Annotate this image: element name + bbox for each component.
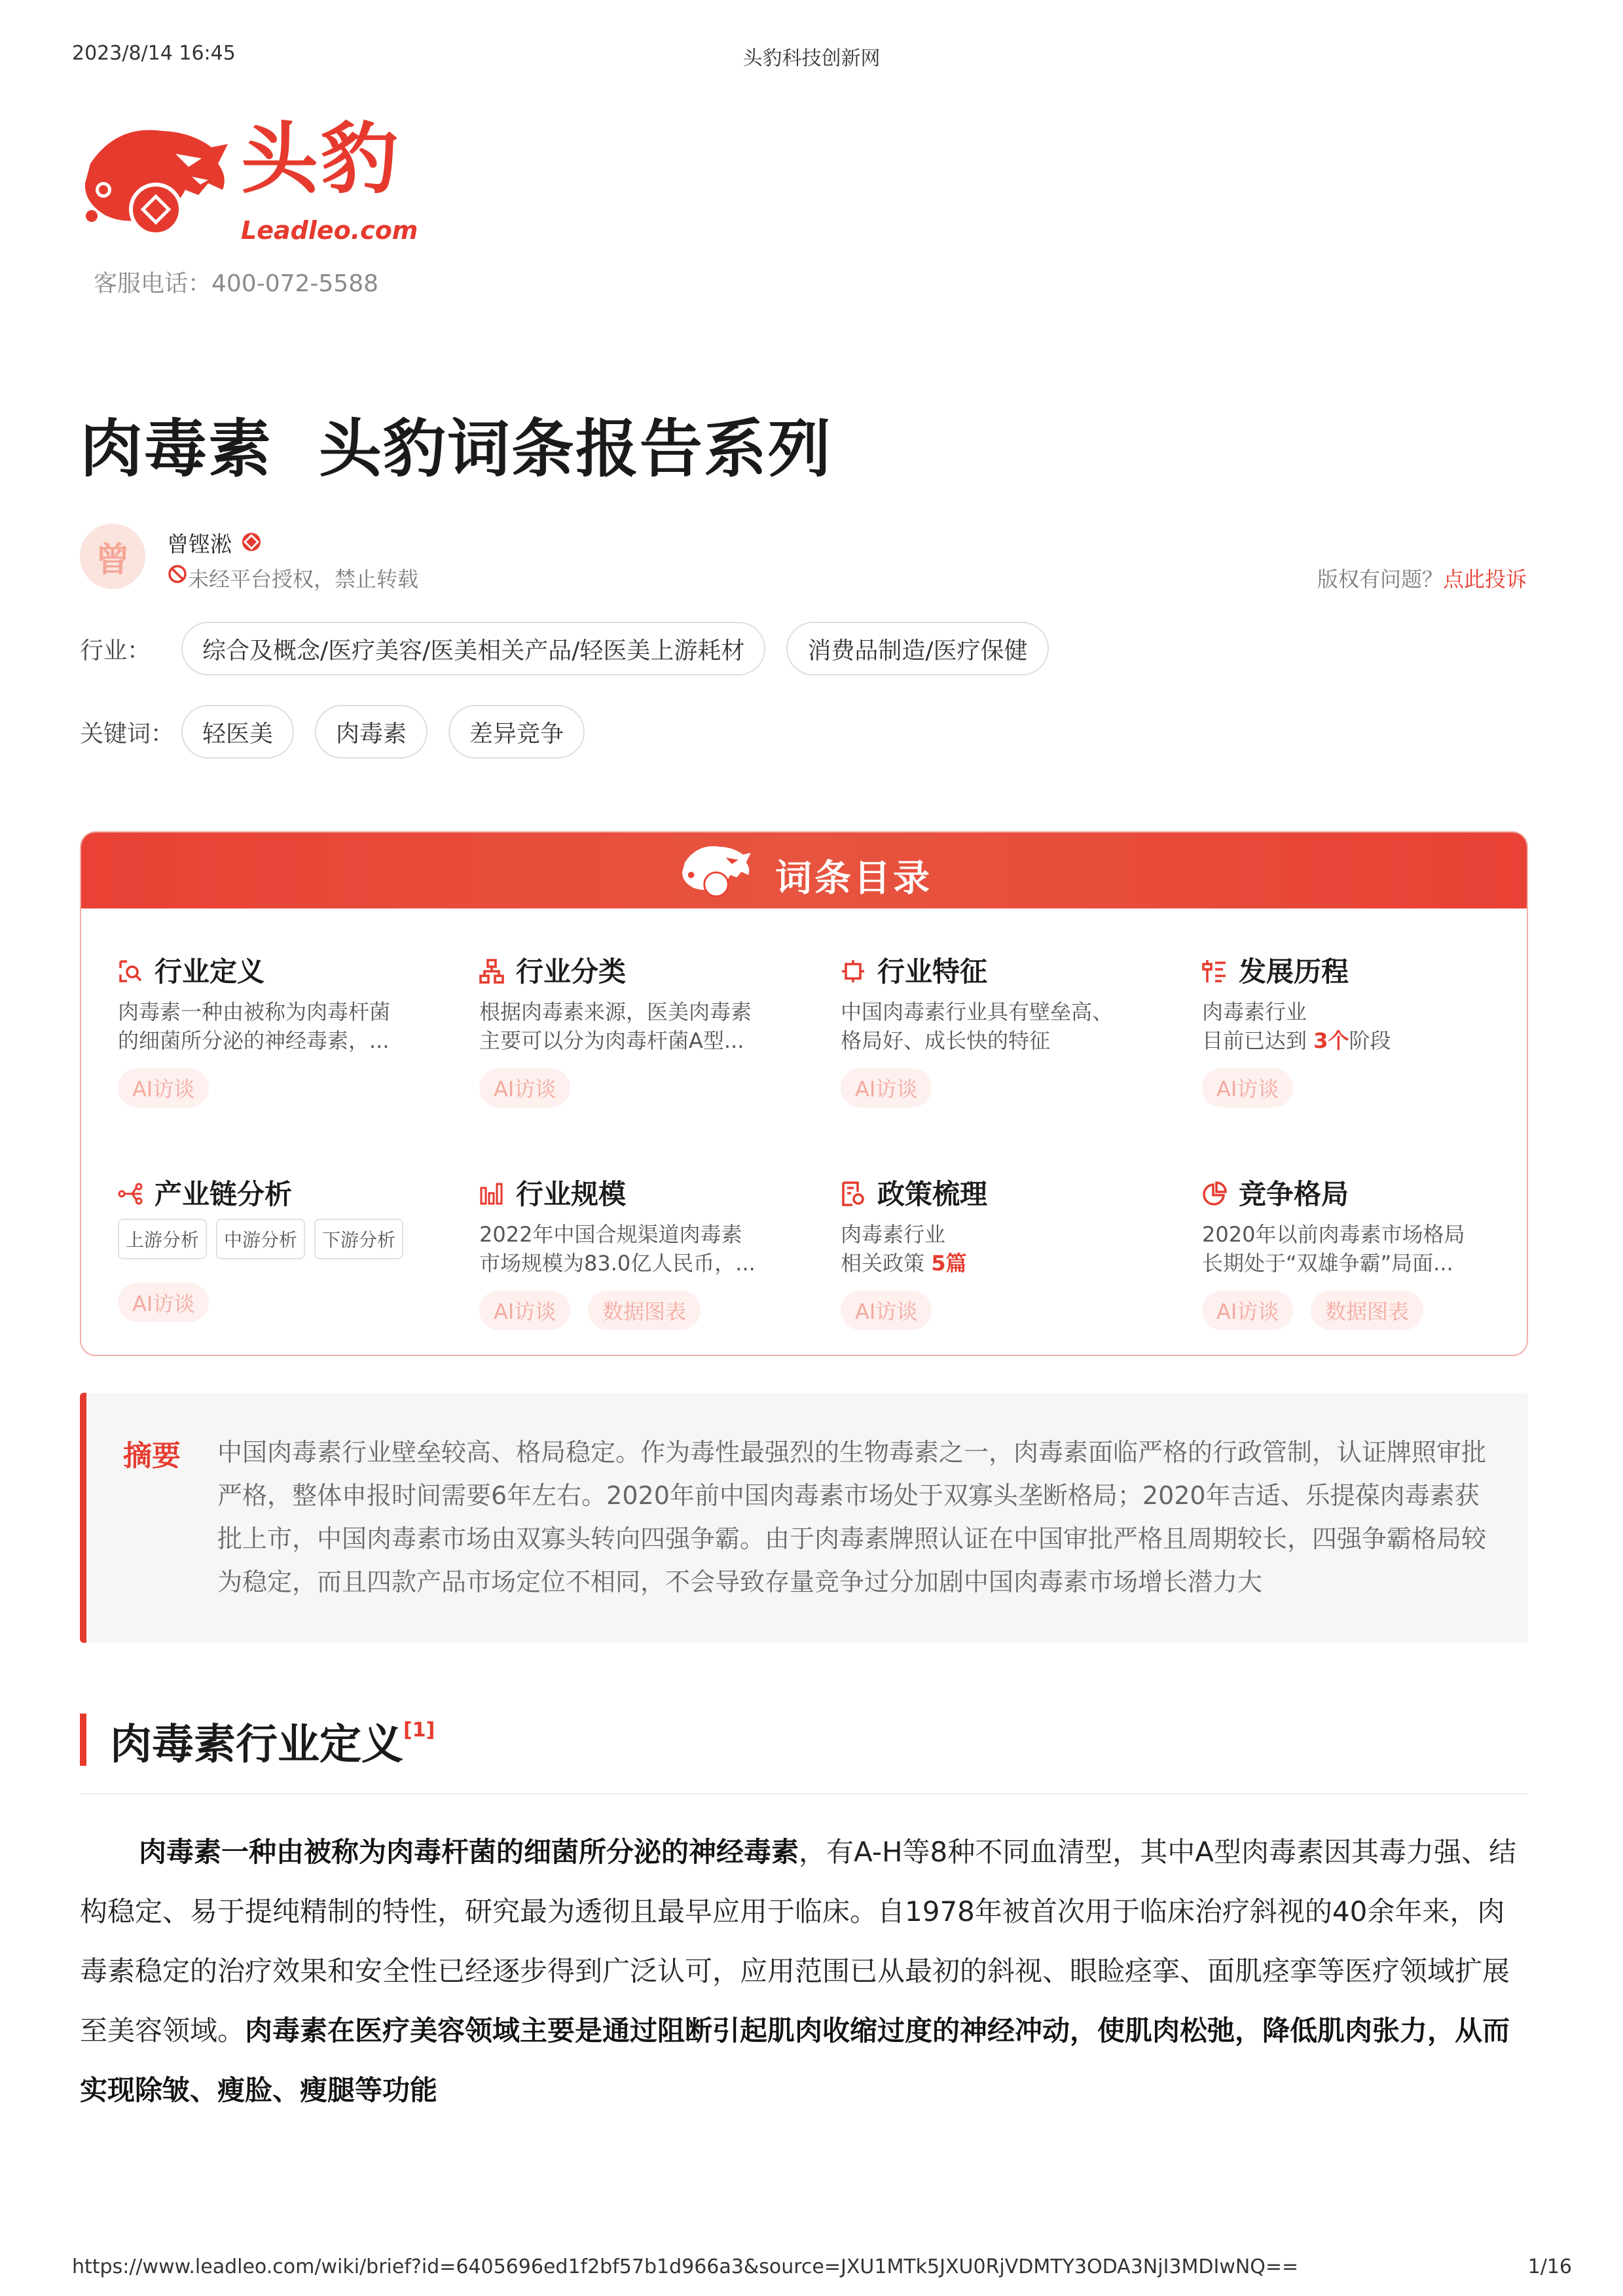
- search-doc-icon: [118, 959, 143, 984]
- report-title: 肉毒素 头豹词条报告系列: [80, 412, 832, 486]
- timeline-icon: [1202, 959, 1227, 984]
- card-title: [479, 950, 626, 990]
- forbidden-icon: [167, 564, 188, 584]
- verified-badge-icon: [241, 531, 262, 552]
- copyright-prefix: 版权有问题？: [1317, 567, 1443, 592]
- card-description: 中国肉毒素行业具有壁垒高、 格局好、成长快的特征: [841, 999, 1114, 1053]
- leopard-catalog-icon: [674, 840, 759, 903]
- data-chart-button[interactable]: 数据图表: [588, 1291, 701, 1330]
- definition-paragraph: [80, 1822, 1528, 2120]
- page-number: 1/16: [1527, 2255, 1572, 2278]
- catalog-title: 词条目录: [775, 857, 932, 900]
- card-description: 肉毒素一种由被称为肉毒杆菌 的细菌所分泌的神经毒素，...: [118, 999, 391, 1053]
- print-url: https://www.leadleo.com/wiki/brief?id=6405696ed1f2bf57b1d966a3&source=JXU1MTk5JXU0RjVDMTY3ODA3NjI3MDIwNQ==: [72, 2255, 1299, 2278]
- ai-interview-button[interactable]: AI访谈: [1202, 1068, 1293, 1107]
- logo-url: Leadleo.com: [241, 216, 418, 245]
- ai-interview-button[interactable]: AI访谈: [118, 1068, 209, 1107]
- abstract-box: [80, 1393, 1528, 1643]
- bold-lead: 肉毒素一种由被称为肉毒杆菌的细菌所分泌的神经毒素: [139, 1836, 799, 1868]
- card-title: [479, 1173, 626, 1212]
- card-title: [1202, 950, 1349, 990]
- section-title: [110, 1711, 435, 1771]
- print-site-name: 头豹科技创新网: [742, 47, 881, 70]
- card-title: [1202, 1173, 1349, 1212]
- ai-interview-button[interactable]: AI访谈: [841, 1291, 932, 1330]
- report-complaint-link[interactable]: 点此投诉: [1442, 567, 1527, 592]
- ai-interview-button[interactable]: AI访谈: [841, 1068, 932, 1107]
- keyword-tag[interactable]: 轻医美: [181, 705, 294, 759]
- pie-chart-icon: [1202, 1181, 1227, 1206]
- copyright-question: [1317, 563, 1527, 593]
- card-desc-line1: 肉毒素行业: [841, 1222, 946, 1247]
- feature-icon: [841, 959, 866, 984]
- keyword-label: 关键词：: [80, 720, 175, 747]
- downstream-chip[interactable]: 下游分析: [314, 1219, 403, 1259]
- card-title-text: 竞争格局: [1239, 1178, 1349, 1210]
- section-title-text: 肉毒素行业定义: [110, 1721, 403, 1769]
- ai-interview-button[interactable]: AI访谈: [1202, 1291, 1293, 1330]
- section-divider: [80, 1793, 1528, 1795]
- policy-doc-icon: [841, 1181, 866, 1206]
- abstract-label: 摘要: [123, 1439, 181, 1473]
- paragraph-body: ，有A-H等8种不同血清型，其中A型肉毒素因其毒力强、结构稳定、易于提纯精制的特性，研究最为透彻且最早应用于临床。自1978年被首次用于临床治疗斜视的40余年来，肉毒素稳定的治疗效果和安全性已经逐步得到广泛认可，应用范围已从最初的斜视、眼睑痉挛、面肌痉挛等医疗领域扩展至美容领域。: [80, 1836, 1517, 2047]
- card-title-text: 发展历程: [1239, 956, 1349, 988]
- card-desc-line1: 肉毒素行业: [1202, 999, 1307, 1024]
- card-description: [1202, 997, 1510, 1055]
- leopard-logo-icon: [77, 118, 234, 249]
- card-title-text: 政策梳理: [877, 1178, 988, 1210]
- catalog-header: [81, 833, 1527, 908]
- card-description: [841, 1220, 1148, 1278]
- chain-chip-group: [118, 1219, 412, 1259]
- ai-interview-button[interactable]: AI访谈: [479, 1291, 570, 1330]
- card-desc-suffix: 阶段: [1349, 1028, 1391, 1053]
- keyword-tag[interactable]: 差异竞争: [448, 705, 585, 759]
- industry-row: [80, 622, 1070, 675]
- author-avatar[interactable]: 曾: [80, 524, 145, 589]
- bold-conclusion: 肉毒素在医疗美容领域主要是通过阻断引起肌肉收缩过度的神经冲动，使肌肉松弛，降低肌肉张力，从而实现除皱、瘦脸、瘦腿等功能: [80, 2015, 1510, 2106]
- card-title: [841, 1173, 987, 1212]
- card-title-text: 行业定义: [155, 956, 265, 988]
- keyword-tag[interactable]: 肉毒素: [315, 705, 428, 759]
- customer-hotline: 客服电话：400-072-5588: [94, 270, 379, 297]
- hierarchy-icon: [479, 959, 504, 984]
- data-chart-button[interactable]: 数据图表: [1311, 1291, 1423, 1330]
- entry-catalog: [80, 831, 1528, 1356]
- midstream-chip[interactable]: 中游分析: [216, 1219, 305, 1259]
- card-desc-prefix: 目前已达到: [1202, 1028, 1314, 1053]
- keyword-row: [80, 705, 606, 759]
- upstream-chip[interactable]: 上游分析: [118, 1219, 207, 1259]
- card-title-text: 行业分类: [516, 956, 627, 988]
- card-title-text: 产业链分析: [155, 1178, 293, 1210]
- card-title: [118, 1173, 292, 1212]
- leadleo-logo[interactable]: [77, 114, 418, 255]
- logo-name: 头豹: [241, 114, 401, 204]
- bar-chart-icon: [479, 1181, 504, 1206]
- author-name[interactable]: 曾铿淞: [167, 531, 232, 557]
- abstract-text: 中国肉毒素行业壁垒较高、格局稳定。作为毒性最强烈的生物毒素之一，肉毒素面临严格的行政管制，认证牌照审批严格，整体申报时间需要6年左右。2020年前中国肉毒素市场处于双寡头垄断格局；2020年吉适、乐提葆肉毒素获批上市，中国肉毒素市场由双寡头转向四强争霸。由于肉毒素牌照认证在中国审批严格且周期较长，四强争霸格局较为稳定，而且四款产品市场定位不相同，不会导致存量竞争过分加剧中国肉毒素市场增长潜力大: [217, 1438, 1487, 1596]
- industry-tag[interactable]: 综合及概念/医疗美容/医美相关产品/轻医美上游耗材: [181, 622, 765, 675]
- policy-count: 5篇: [931, 1251, 967, 1276]
- card-desc-prefix: 相关政策: [841, 1251, 932, 1276]
- card-description: 2022年中国合规渠道肉毒素 市场规模为83.0亿人民币，...: [479, 1222, 756, 1276]
- ai-interview-button[interactable]: AI访谈: [118, 1283, 209, 1322]
- reference-link[interactable]: [1]: [403, 1719, 435, 1742]
- card-title: [118, 950, 264, 990]
- section-accent-bar: [80, 1713, 86, 1766]
- card-title: [841, 950, 987, 990]
- card-description: 根据肉毒素来源，医美肉毒素 主要可以分为肉毒杆菌A型...: [479, 999, 752, 1053]
- ai-interview-button[interactable]: AI访谈: [479, 1068, 570, 1107]
- card-title-text: 行业特征: [877, 956, 988, 988]
- chain-icon: [118, 1181, 143, 1206]
- print-datetime: 2023/8/14 16:45: [72, 42, 236, 65]
- industry-label: 行业：: [80, 637, 151, 664]
- industry-tag[interactable]: 消费品制造/医疗保健: [786, 622, 1048, 675]
- stage-count: 3个: [1313, 1028, 1349, 1053]
- card-description: 2020年以前肉毒素市场格局 长期处于“双雄争霸”局面...: [1202, 1222, 1465, 1276]
- reprint-notice: 未经平台授权，禁止转载: [188, 567, 419, 592]
- card-title-text: 行业规模: [516, 1178, 627, 1210]
